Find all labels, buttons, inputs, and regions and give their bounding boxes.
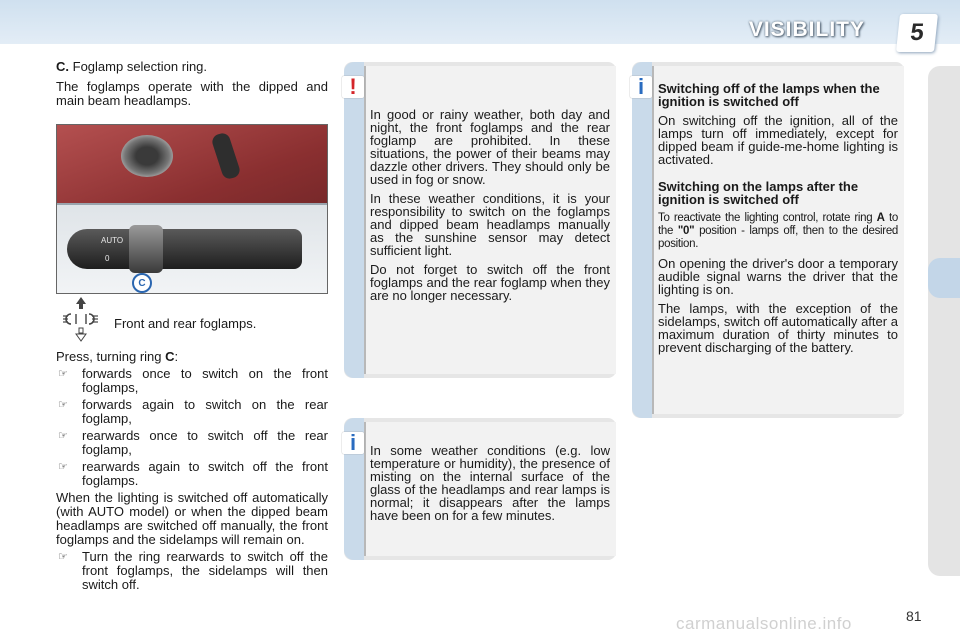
warning-paragraph: In these weather conditions, it is your responsibility to switch on the foglamps and dipped beam headlamps manually as the sunshine sensor may detect sufficient light. <box>370 191 610 258</box>
chapter-tabs <box>928 66 960 576</box>
press-ring: C <box>165 349 175 364</box>
list-item-text: forwards again to switch on the rear foglamp, <box>82 397 328 426</box>
pointer-icon: ☞ <box>58 461 68 473</box>
intro-label: C. <box>56 59 69 74</box>
press-intro <box>56 350 328 364</box>
intro-paragraph: The foglamps operate with the dipped and main beam headlamps. <box>56 79 328 108</box>
reactivate-text-b: to the <box>658 212 898 237</box>
intro-caption <box>56 60 328 74</box>
warning-icon: ! <box>342 76 364 98</box>
press-suffix: : <box>174 349 179 364</box>
intro-text: Foglamp selection ring. <box>72 59 208 74</box>
air-vent <box>121 135 173 177</box>
reactivate-text-a: To reactivate the lighting control, rotate ring <box>658 212 877 224</box>
door-warning-paragraph: On opening the driver's door a temporary audible signal warns the driver that the lighting is on. <box>658 256 898 297</box>
pointer-icon: ☞ <box>58 551 68 563</box>
chapter-tab-active[interactable] <box>928 258 960 298</box>
foglamp-ring <box>129 225 163 273</box>
stalk-zero-label: 0 <box>105 254 110 263</box>
ring-c-marker: C <box>132 273 152 293</box>
pointer-icon: ☞ <box>58 430 68 442</box>
list-item <box>56 429 328 457</box>
list-item <box>56 367 328 395</box>
press-instructions <box>56 350 328 595</box>
lighting-stalk <box>67 229 302 269</box>
foglamp-stalk-photo <box>56 124 328 294</box>
warning-paragraph: In good or rainy weather, both day and night, the front foglamps and the rear foglamp are prohibited. In these situations, the power of their beams may dazzle other drivers. They should only be used in fog or snow. <box>370 107 610 187</box>
warning-panel-edge <box>344 62 364 378</box>
ignition-text <box>658 82 898 360</box>
page-title: VISIBILITY <box>748 18 865 41</box>
auto-paragraph: When the lighting is switched off automatically (with AUTO model) or when the dipped beam headlamps are switched off manually, the front foglamps and the sidelamps will remain on. <box>56 490 328 547</box>
info-panel-ignition-edge <box>632 62 652 418</box>
press-prefix: Press, turning ring <box>56 349 166 364</box>
reactivate-ring: A <box>876 212 885 224</box>
chapter-number: 5 <box>896 14 938 52</box>
reactivate-position: "0" <box>677 225 695 237</box>
ignition-on-heading: Switching on the lamps after the ignition is switched off <box>658 179 859 207</box>
intro-block <box>56 60 328 114</box>
reactivate-text-c: position - lamps off, then to the desired position. <box>658 225 899 250</box>
page-number: 81 <box>906 608 922 624</box>
list-item-text: forwards once to switch on the front foglamps, <box>82 366 328 395</box>
stalk-auto-label: AUTO <box>101 236 124 245</box>
reactivate-paragraph <box>658 212 898 251</box>
foglamp-caption: Front and rear foglamps. <box>114 316 257 331</box>
list-item-text: rearwards again to switch off the front foglamps. <box>82 459 328 488</box>
info-icon: i <box>630 76 652 98</box>
pointer-icon: ☞ <box>58 368 68 380</box>
warning-paragraph: Do not forget to switch off the front foglamps and the rear foglamp when they are no longer necessary. <box>370 262 610 303</box>
list-item <box>56 550 328 592</box>
list-item <box>56 460 328 488</box>
auto-off-paragraph: The lamps, with the exception of the sidelamps, switch off automatically after a maximum duration of thirty minutes to prevent discharging of the battery. <box>658 301 898 355</box>
foglamp-icon <box>62 296 100 342</box>
misting-paragraph: In some weather conditions (e.g. low temperature or humidity), the presence of misting on the internal surface of the glass of the headlamps and rear lamps is normal; it disappears after the lamps have been on for a few minutes. <box>370 443 610 523</box>
pointer-icon: ☞ <box>58 399 68 411</box>
list-item <box>56 398 328 426</box>
ignition-off-heading: Switching off of the lamps when the ignition is switched off <box>658 81 880 109</box>
info-icon: i <box>342 432 364 454</box>
list-item-text: Turn the ring rearwards to switch off the front foglamps, the sidelamps will then switch off. <box>82 549 328 592</box>
list-item-text: rearwards once to switch off the rear foglamp, <box>82 428 328 457</box>
watermark: carmanualsonline.info <box>676 614 852 633</box>
stalk-top <box>210 131 241 180</box>
misting-text <box>370 444 610 528</box>
ignition-off-paragraph: On switching off the ignition, all of the lamps turn off immediately, except for dipped beam if guide-me-home lighting is activated. <box>658 113 898 167</box>
warning-text <box>370 108 610 308</box>
